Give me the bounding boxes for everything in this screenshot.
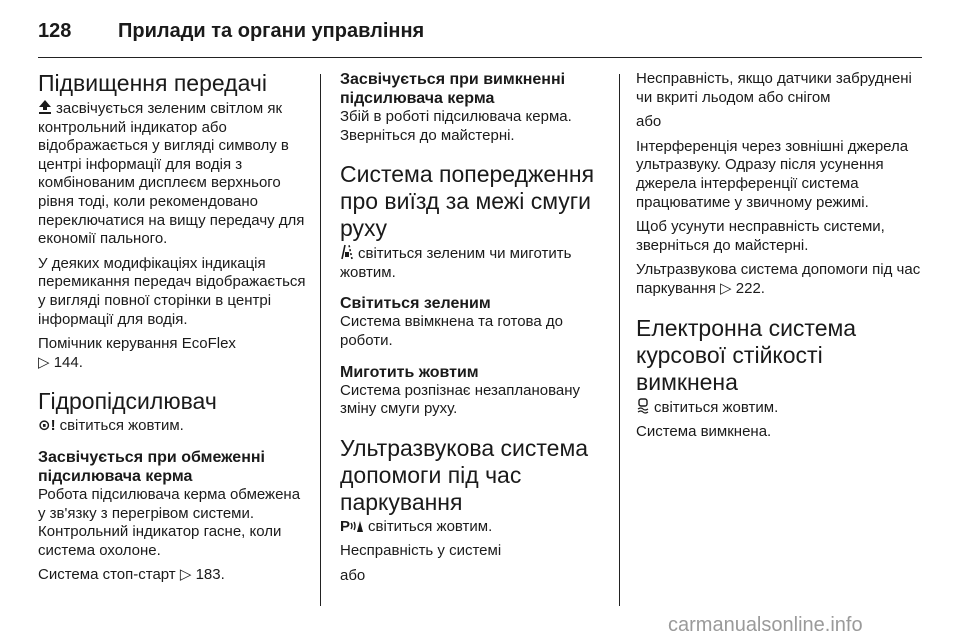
subsection-title-green: Світиться зеленим [340,295,491,313]
parking-fault-paragraph: Несправність у системі [340,542,502,560]
subsection-title-yellow: Миготить жовтим [340,363,479,381]
parking-assist-ref: Ультразвукова система допомоги під час паркування ▷ 222. [636,261,921,297]
page-ref-arrow-icon: ▷ [720,279,732,297]
page-header [38,20,920,54]
power-steering-paragraph: ⊙! світиться жовтим. [38,417,184,435]
interference-paragraph: Інтерференція через зовнішні джерела ультразвуку. Одразу після усунення джерела інтерференції система працюватиме у звичному режимі. [636,137,909,211]
ecoflex-ref: Помічник керування EcoFlex ▷ 144. [38,335,236,371]
section-title-parking-assist: Ультразвукова система допомоги під час паркування [340,434,589,515]
column-1 [38,70,310,591]
page-ref-arrow-icon: ▷ [38,353,50,371]
section-title-upshift: Підвищення передачі [38,70,267,96]
parking-assist-paragraph: P світиться жовтим. [340,517,493,535]
parking-assist-icon: P [340,518,364,537]
column-2 [340,70,602,592]
power-steering-icon: ⊙! [38,417,56,435]
off-paragraph: Збій в роботі підсилювача керма. Зверніться до майстерні. [340,108,572,144]
sensor-dirty-paragraph: Несправність, якщо датчики забруднені чи вкриті льодом або снігом [636,70,912,106]
gear-up-icon [38,99,52,115]
section-title-power-steering: Гідропідсилювач [38,388,217,415]
column-divider-2 [619,74,620,606]
page-number: 128 [38,20,72,42]
watermark: carmanualsonline.info [668,614,863,636]
column-3 [636,70,924,448]
esc-off-paragraph: світиться жовтим. [636,398,924,418]
upshift-paragraph: засвічується зеленим світлом як контрольний індикатор або відображається у вигляді символу в центрі інформації для водія з комбінованим дисплеєм верхнього рівня тоді, коли рекомендовано переключатися на вищу передачу для економії пального. [38,100,305,248]
subsection-title-limited: Засвічується при обмеженні підсилювача керма [38,448,265,485]
section-title-lane-departure: Система попередження про виїзд за межі смуги руху [340,161,595,242]
or-paragraph: або [340,566,366,584]
or-paragraph-2: або [636,113,662,131]
lane-departure-paragraph: світиться зеленим чи миготить жовтим. [340,245,572,281]
stop-start-ref: Система стоп-старт ▷ 183. [38,566,225,584]
subsection-title-off: Засвічується при вимкненні підсилювача керма [340,71,566,107]
limited-paragraph: Робота підсилювача керма обмежена у зв'язку з перегрівом системи. Контрольний індикатор гасне, коли система охолоне. [38,485,301,559]
header-rule [38,57,922,58]
esc-off-icon [636,398,650,414]
column-divider-1 [320,74,321,606]
workshop-paragraph: Щоб усунути несправність системи, зверніться до майстерні. [636,218,885,254]
lane-departure-icon [340,244,354,260]
yellow-paragraph: Система розпізнає незаплановану зміну смуги руху. [340,381,581,418]
upshift-paragraph-2: У деяких модифікаціях індикація перемикання передач відображається у вигляді повної сторінки в центрі інформації для водія. [38,254,306,328]
esc-off-paragraph-2: Система вимкнена. [636,423,772,441]
running-title: Прилади та органи управління [118,20,425,42]
green-paragraph: Система ввімкнена та готова до роботи. [340,313,563,349]
page-ref-arrow-icon: ▷ [179,566,192,584]
section-title-esc-off: Електронна система курсової стійкості вимкнена [636,314,857,395]
